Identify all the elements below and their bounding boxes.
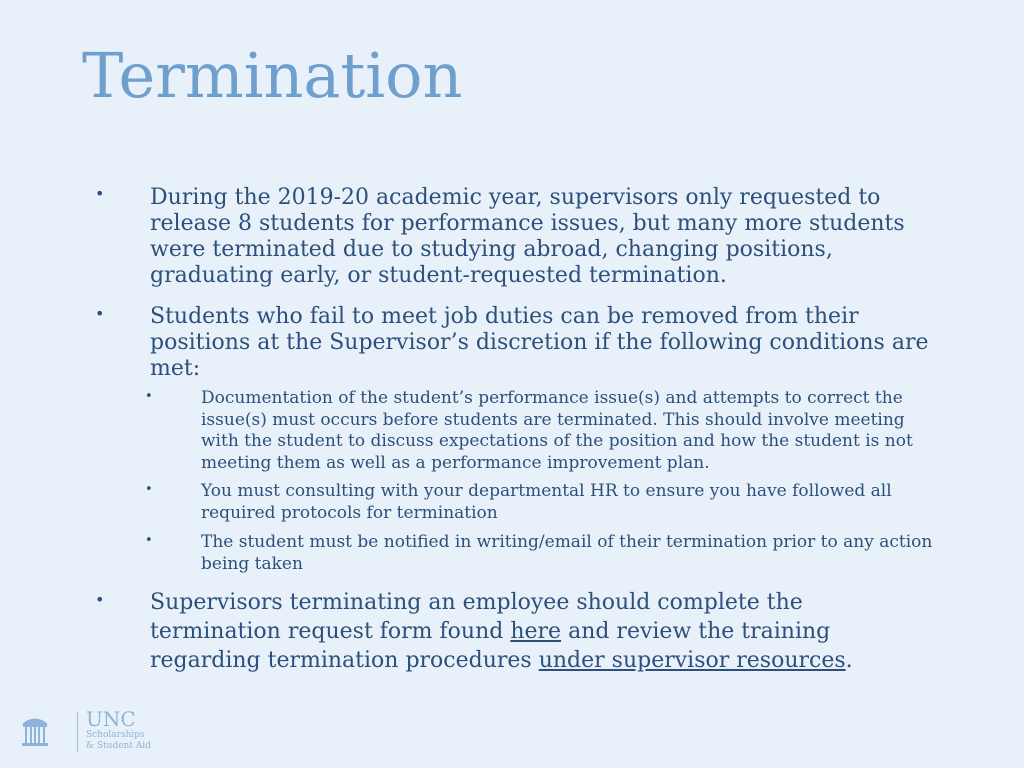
old-well-icon	[20, 712, 50, 752]
bullet-marker: •	[95, 184, 105, 203]
sub-bullet-notified: The student must be notified in writing/email of their termination prior to any action being taken	[201, 532, 933, 574]
sub-bullet-marker: •	[145, 482, 153, 497]
sub-bullet-marker: •	[145, 533, 153, 548]
bullet-supervisors-form	[150, 588, 940, 675]
text-fragment: .	[845, 648, 853, 673]
sub-bullet-documentation: Documentation of the student’s performance issue(s) and attempts to correct the issue(s) must occurs before students are terminated. This should involve meeting with the student to discuss expectations of the position and how the student is not meeting them as well as a performance improvement plan.	[201, 388, 913, 473]
supervisor-resources-link[interactable]: under supervisor resources	[538, 648, 846, 673]
sub-bullet-marker: •	[145, 389, 153, 404]
logo-line-2: & Student Aid	[86, 741, 151, 751]
logo-unc-text: UNC	[86, 707, 136, 731]
logo-divider	[77, 712, 78, 752]
sub-bullet-hr: You must consulting with your departmental HR to ensure you have followed all required protocols for termination	[201, 481, 892, 523]
logo-subtitle	[86, 730, 151, 752]
slide-title: Termination	[82, 39, 463, 112]
text-fragment: Supervisors terminating an employee should complete the termination request form found	[150, 590, 803, 644]
bullet-marker: •	[95, 590, 105, 609]
here-link[interactable]: here	[510, 619, 562, 644]
bullet-job-duties: Students who fail to meet job duties can be removed from their positions at the Supervisor’s discretion if the following conditions are met:	[150, 304, 929, 381]
bullet-academic-year: During the 2019-20 academic year, supervisors only requested to release 8 students for performance issues, but many more students were terminated due to studying abroad, changing positions, graduating early, or student-requested termination.	[150, 185, 905, 288]
logo-line-1: Scholarships	[86, 730, 145, 740]
text-fragment: and review the training regarding termination procedures	[150, 619, 831, 673]
unc-logo	[20, 708, 150, 756]
bullet-marker: •	[95, 304, 105, 323]
